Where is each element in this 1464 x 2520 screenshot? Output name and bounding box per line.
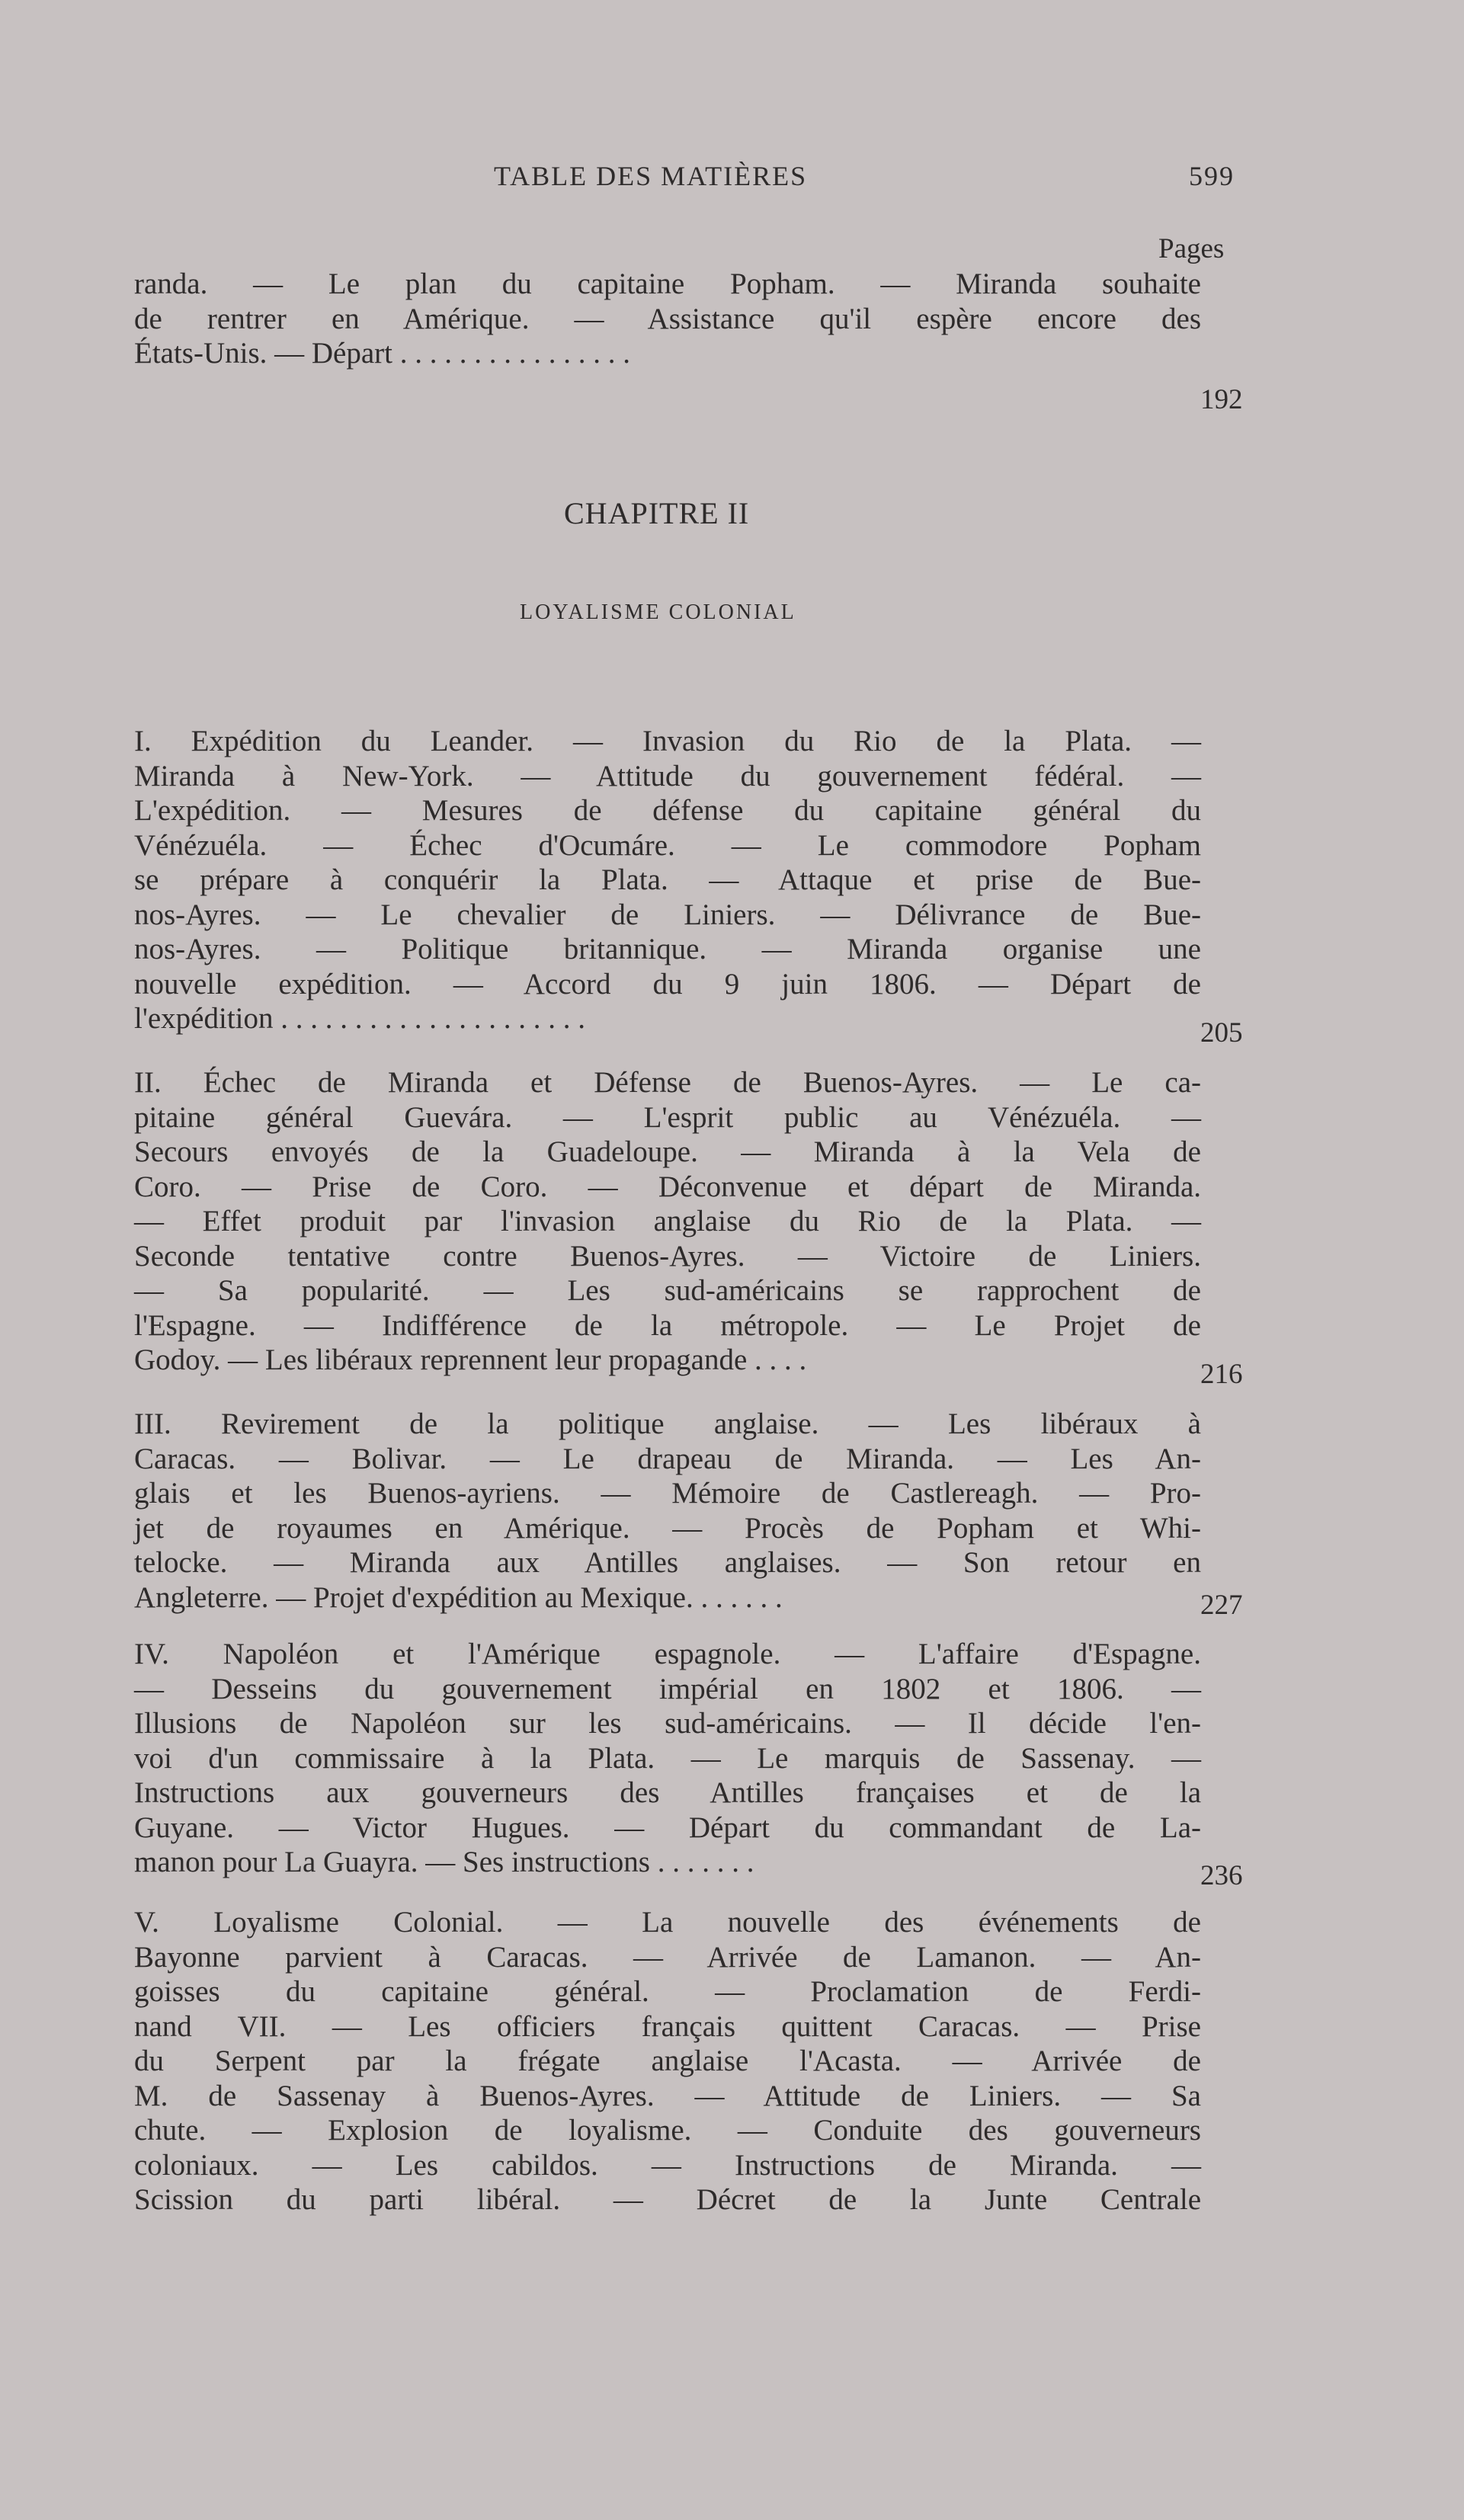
toc-page-number: 227 bbox=[1200, 1590, 1243, 1621]
toc-line: glais et les Buenos-ayriens. — Mémoire de Castlereagh. — Pro- bbox=[134, 1477, 1201, 1510]
toc-entry-section-4 bbox=[134, 1637, 1201, 1880]
toc-line: nand VII. — Les officiers français quittent Caracas. — Prise bbox=[134, 2009, 1201, 2043]
toc-line: Guyane. — Victor Hugues. — Départ du commandant de La- bbox=[134, 1811, 1201, 1844]
toc-line: V. Loyalisme Colonial. — La nouvelle des événements de bbox=[134, 1906, 1201, 1939]
toc-line: nos-Ayres. — Le chevalier de Liniers. — Délivrance de Bue- bbox=[134, 898, 1201, 931]
toc-page-number: 236 bbox=[1200, 1860, 1243, 1891]
toc-page-number: 205 bbox=[1200, 1017, 1243, 1049]
toc-line: nos-Ayres. — Politique britannique. — Miranda organise une bbox=[134, 933, 1201, 965]
toc-page-number: 192 bbox=[1200, 384, 1243, 415]
toc-line: Godoy. — Les libéraux reprennent leur propagande . . . . bbox=[134, 1343, 807, 1376]
toc-line: l'expédition . . . . . . . . . . . . . . . . . . . . . bbox=[134, 1002, 585, 1035]
toc-line: telocke. — Miranda aux Antilles anglaises. — Son retour en bbox=[134, 1546, 1201, 1579]
toc-line: du Serpent par la frégate anglaise l'Acasta. — Arrivée de bbox=[134, 2044, 1201, 2077]
toc-line: Secours envoyés de la Guadeloupe. — Miranda à la Vela de bbox=[134, 1135, 1201, 1168]
chapter-subtitle: LOYALISME COLONIAL bbox=[520, 600, 796, 624]
toc-entry-section-2 bbox=[134, 1065, 1201, 1378]
toc-line: M. de Sassenay à Buenos-Ayres. — Attitude de Liniers. — Sa bbox=[134, 2079, 1201, 2112]
toc-line: se prépare à conquérir la Plata. — Attaque et prise de Bue- bbox=[134, 863, 1201, 896]
toc-line: Scission du parti libéral. — Décret de la Junte Centrale bbox=[134, 2183, 1201, 2216]
running-header-page-number: 599 bbox=[1189, 161, 1235, 191]
toc-line: jet de royaumes en Amérique. — Procès de Popham et Whi- bbox=[134, 1511, 1201, 1545]
toc-line: Seconde tentative contre Buenos-Ayres. — Victoire de Liniers. bbox=[134, 1239, 1201, 1273]
toc-line: — Sa popularité. — Les sud-américains se rapprochent de bbox=[134, 1274, 1201, 1307]
running-header-title: TABLE DES MATIÈRES bbox=[494, 161, 808, 191]
toc-entry-section-3 bbox=[134, 1407, 1201, 1615]
toc-line: Vénézuéla. — Échec d'Ocumáre. — Le commodore Popham bbox=[134, 828, 1201, 862]
toc-line: — Desseins du gouvernement impérial en 1802 et 1806. — bbox=[134, 1672, 1201, 1705]
toc-line: États-Unis. — Départ . . . . . . . . . . . . . . . . bbox=[134, 337, 631, 370]
toc-entry-intro bbox=[134, 267, 1201, 371]
toc-line: L'expédition. — Mesures de défense du capitaine général du bbox=[134, 794, 1201, 827]
toc-line: IV. Napoléon et l'Amérique espagnole. — L'affaire d'Espagne. bbox=[134, 1638, 1201, 1670]
toc-line: III. Revirement de la politique anglaise. — Les libéraux à bbox=[134, 1407, 1201, 1440]
toc-line: Illusions de Napoléon sur les sud-américains. — Il décide l'en- bbox=[134, 1707, 1201, 1740]
toc-line: nouvelle expédition. — Accord du 9 juin 1806. — Départ de bbox=[134, 967, 1201, 1001]
toc-line: II. Échec de Miranda et Défense de Buenos-Ayres. — Le ca- bbox=[134, 1066, 1201, 1099]
pages-column-label: Pages bbox=[1158, 233, 1225, 264]
toc-line: chute. — Explosion de loyalisme. — Conduite des gouverneurs bbox=[134, 2114, 1201, 2147]
toc-line: l'Espagne. — Indifférence de la métropole. — Le Projet de bbox=[134, 1308, 1201, 1342]
toc-line: voi d'un commissaire à la Plata. — Le marquis de Sassenay. — bbox=[134, 1741, 1201, 1775]
toc-line: Miranda à New-York. — Attitude du gouvernement fédéral. — bbox=[134, 759, 1201, 793]
toc-line: Instructions aux gouverneurs des Antilles françaises et de la bbox=[134, 1776, 1201, 1809]
toc-line: coloniaux. — Les cabildos. — Instructions de Miranda. — bbox=[134, 2148, 1201, 2182]
toc-line: I. Expédition du Leander. — Invasion du Rio de la Plata. — bbox=[134, 725, 1201, 757]
toc-entry-section-5 bbox=[134, 1905, 1201, 2217]
toc-line: de rentrer en Amérique. — Assistance qu'il espère encore des bbox=[134, 302, 1201, 335]
toc-line: — Effet produit par l'invasion anglaise du Rio de la Plata. — bbox=[134, 1205, 1201, 1238]
toc-line: Coro. — Prise de Coro. — Déconvenue et départ de Miranda. bbox=[134, 1170, 1201, 1203]
toc-line: goisses du capitaine général. — Proclamation de Ferdi- bbox=[134, 1975, 1201, 2008]
toc-page-number: 216 bbox=[1200, 1359, 1243, 1390]
toc-entry-section-1 bbox=[134, 724, 1201, 1036]
toc-line: Caracas. — Bolivar. — Le drapeau de Miranda. — Les An- bbox=[134, 1442, 1201, 1475]
chapter-title: CHAPITRE II bbox=[564, 496, 750, 530]
toc-line: manon pour La Guayra. — Ses instructions . . . . . . . bbox=[134, 1846, 754, 1878]
toc-line: randa. — Le plan du capitaine Popham. — Miranda souhaite bbox=[134, 267, 1201, 300]
toc-line: pitaine général Guevára. — L'esprit public au Vénézuéla. — bbox=[134, 1100, 1201, 1134]
toc-line: Angleterre. — Projet d'expédition au Mexique. . . . . . . bbox=[134, 1580, 783, 1614]
toc-line: Bayonne parvient à Caracas. — Arrivée de Lamanon. — An- bbox=[134, 1940, 1201, 1974]
